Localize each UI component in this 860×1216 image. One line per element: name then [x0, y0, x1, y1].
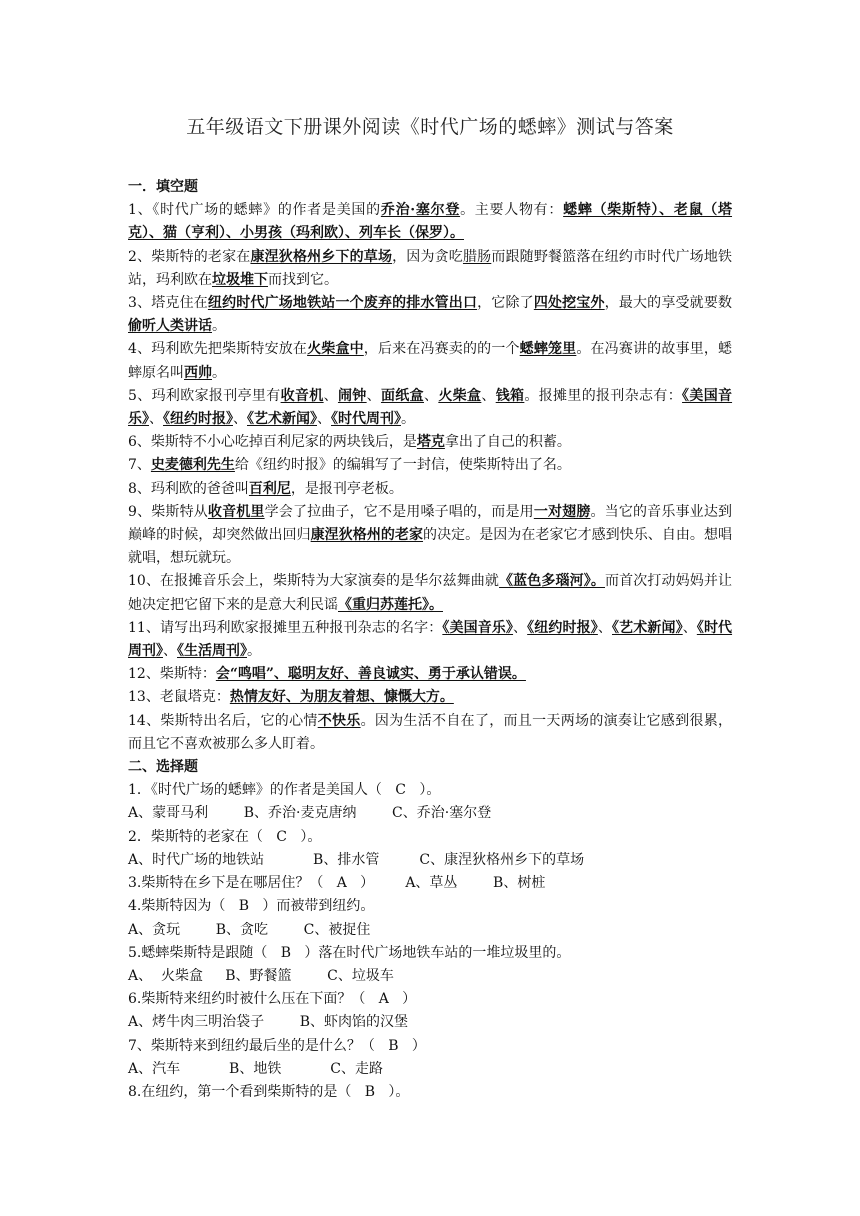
choice-line: A、贪玩 B、贪吃 C、被捉住 — [128, 921, 371, 938]
text: 给《纽约时报》的编辑写了一封信，使柴斯特出了名。 — [234, 457, 571, 474]
choice-line: A、蒙哥马利 B、乔治·麦克唐纳 C、乔治·塞尔登 — [128, 805, 492, 822]
text: 。 — [247, 643, 261, 660]
text: 而首次打动妈妈并让她决定把它留下来的是意大利民谣 — [128, 573, 733, 613]
text: 2、柴斯特的老家在 — [128, 248, 251, 265]
text: ，最大的享受就要数 — [604, 295, 733, 312]
text: 8、玛利欧的爸爸叫 — [128, 480, 249, 497]
answer: 四处挖宝外 — [533, 295, 605, 312]
answer: 闹钟 — [337, 387, 367, 404]
answer: 腊肠 — [462, 248, 492, 265]
answer: 不快乐 — [317, 712, 361, 729]
text: 而找到它。 — [268, 271, 338, 288]
answer: 火柴盒 — [438, 387, 482, 404]
answer: 西帅 — [184, 364, 212, 381]
choice-line: 2．柴斯特的老家在（ C ）。 — [128, 828, 322, 845]
choice-line: 4.柴斯特因为（ B ）而被带到纽约。 — [128, 898, 375, 915]
text: 3、塔克住在 — [128, 295, 208, 312]
answer: 《重归苏莲托》。 — [338, 596, 443, 613]
question-12 — [128, 663, 732, 686]
text: 的决定。是因为在老家它才感到快乐、自由。想唱就唱，想玩就玩。 — [128, 527, 733, 567]
text: 7、 — [128, 457, 151, 474]
answer: 史麦德利先生 — [150, 457, 235, 474]
text: 11、请写出玛利欧家报摊里五种报刊杂志的名字： — [128, 619, 443, 636]
text: 6、柴斯特不小心吃掉百利尼家的两块钱后，是 — [128, 434, 417, 451]
text: 、 — [682, 619, 697, 636]
text: 。在冯赛讲的故事里，蟋蟀原名叫 — [128, 341, 733, 381]
question-8 — [128, 478, 732, 501]
choice-line: 1．《时代广场的蟋蟀》的作者是美国人（ C ）。 — [128, 782, 441, 799]
answer: 钱箱 — [495, 387, 525, 404]
text: 、 — [323, 387, 338, 404]
question-4 — [128, 338, 732, 384]
text: 12、柴斯特： — [128, 666, 216, 683]
text: 、 — [163, 643, 177, 660]
choice-line: 5.蟋蟀柴斯特是跟随（ B ）落在时代广场地铁车站的一堆垃圾里的。 — [128, 944, 571, 961]
choice-line: 6.柴斯特来纽约时被什么压在下面？（ A ） — [128, 991, 417, 1008]
document-title: 五年级语文下册课外阅读《时代广场的蟋蟀》测试与答案 — [186, 116, 674, 138]
answer: 《时代周刊》 — [331, 411, 401, 428]
answer: 《纽约时报》 — [527, 619, 598, 636]
choice-line: A、汽车 B、地铁 C、走路 — [128, 1060, 384, 1077]
text: 、 — [513, 619, 528, 636]
text: 10、在报摊音乐会上，柴斯特为大家演奏的是华尔兹舞曲就 — [128, 573, 500, 590]
question-10 — [128, 570, 732, 616]
question-9 — [128, 501, 732, 571]
answer: 蟋蟀笼里 — [519, 341, 577, 358]
answer: 百利尼 — [248, 480, 291, 497]
text: 、 — [317, 411, 331, 428]
choice-line: A、时代广场的地铁站 B、排水管 C、康涅狄格州乡下的草场 — [128, 851, 585, 868]
text: 。主要人物有： — [460, 202, 564, 219]
text: 、 — [481, 387, 496, 404]
question-1 — [128, 199, 732, 245]
text: 而跟随野餐篮落在纽约市时代广场地铁站，玛利欧在 — [128, 248, 733, 288]
choice-line: A、 火柴盒 B、野餐篮 C、垃圾车 — [128, 967, 394, 984]
text: ，因为贪吃 — [392, 248, 463, 265]
question-14 — [128, 710, 732, 756]
text: 13、老鼠塔克： — [128, 689, 230, 706]
answer: 乔治·塞尔登 — [380, 202, 461, 219]
text: 、 — [233, 411, 247, 428]
text: ，是报刊亭老板。 — [290, 480, 403, 497]
text: 。 — [212, 364, 226, 381]
answer: 一对翅膀 — [533, 503, 591, 520]
question-3 — [128, 292, 732, 338]
answer: 面纸盒 — [380, 387, 424, 404]
document-body — [128, 176, 732, 1104]
answer: 收音机 — [280, 387, 324, 404]
section-heading-fill-blank: 一．填空题 — [128, 179, 198, 195]
text: 14、柴斯特出名后，它的心情 — [128, 712, 318, 729]
text: 1、《时代广场的蟋蟀》的作者是美国的 — [128, 202, 381, 219]
text: 。因为生活不自在了，而且一天两场的演奏让它感到很累，而且它不喜欢被那么多人盯着。 — [128, 712, 732, 752]
text: 学会了拉曲子，它不是用嗓子唱的，而是用 — [264, 503, 534, 520]
text: ，它除了 — [477, 295, 534, 312]
text: 拿出了自己的积蓄。 — [444, 434, 571, 451]
answer: 《艺术新闻》 — [247, 411, 317, 428]
answer: 蟋蟀（柴斯特）、老鼠（塔克）、猫（亨利）、小男孩（玛利欧）、列车长（保罗）。 — [128, 202, 733, 242]
question-2 — [128, 246, 732, 292]
answer: 垃圾堆下 — [212, 271, 268, 288]
choice-line: 8.在纽约，第一个看到柴斯特的是（ B ）。 — [128, 1083, 410, 1100]
answer: 《纽约时报》 — [163, 411, 233, 428]
text: 4、玛利欧先把柴斯特安放在 — [128, 341, 308, 358]
text: 。 — [212, 318, 226, 335]
answer: 火柴盒中 — [307, 341, 364, 358]
answer: 《美国音乐》 — [128, 387, 733, 428]
answer: 纽约时代广场地铁站一个废弃的排水管出口 — [207, 295, 478, 312]
text: 。当它的音乐事业达到巅峰的时候，却突然做出回归 — [128, 503, 733, 544]
answer: 康涅狄格州乡下的草场 — [250, 248, 393, 265]
text: 。 — [401, 411, 415, 428]
question-7 — [128, 454, 732, 477]
text: 5、玛利欧家报刊亭里有 — [128, 387, 281, 404]
question-5 — [128, 385, 732, 431]
answer: 《蓝色多瑙河》。 — [499, 573, 606, 590]
answer: 康涅狄格州的老家 — [310, 527, 424, 544]
text: 9、柴斯特从 — [128, 503, 208, 520]
question-6 — [128, 431, 732, 454]
answer: 热情友好、为朋友着想、慷慨大方。 — [229, 689, 454, 706]
text: 。报摊里的报刊杂志有： — [524, 387, 683, 404]
section-heading-multiple-choice: 二、选择题 — [128, 759, 198, 776]
question-11 — [128, 617, 732, 663]
question-13 — [128, 686, 732, 709]
text: 、 — [423, 387, 439, 404]
choice-line: A、烤牛肉三明治袋子 B、虾肉馅的汉堡 — [128, 1014, 408, 1031]
answer: 《艺术新闻》 — [612, 619, 683, 636]
text: 、 — [149, 411, 163, 428]
choice-line: 3.柴斯特在乡下是在哪居住？（ A ） A、草丛 B、树桩 — [128, 875, 546, 892]
answer: 收音机里 — [207, 503, 265, 520]
choice-line: 7、柴斯特来到纽约最后坐的是什么？（ B ） — [128, 1037, 426, 1054]
answer: 偷听人类讲话 — [128, 318, 212, 335]
answer: 会“鸣唱”、聪明友好、善良诚实、勇于承认错误。 — [215, 666, 526, 683]
answer: 《美国音乐》 — [442, 619, 514, 636]
text: ，后来在冯赛卖的的一个 — [363, 341, 520, 358]
text: 、 — [366, 387, 381, 404]
answer: 塔克 — [416, 434, 445, 451]
answer: 《生活周刊》 — [177, 643, 247, 660]
answer: 《时代周刊》 — [128, 619, 733, 660]
text: 、 — [597, 619, 612, 636]
